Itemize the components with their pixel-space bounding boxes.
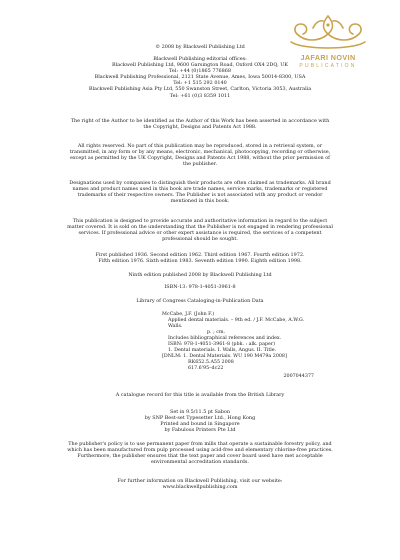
cip-author: McCabe, J.F. (John F.) (162, 312, 215, 317)
logo-name: JAFARI NOVIN (300, 53, 356, 62)
offices-heading: Blackwell Publishing editorial offices: (153, 56, 247, 62)
isbn-text: ISBN-13: 978-1-4051-3961-8 (164, 284, 236, 290)
cip-isbn: ISBN: 978-1-4051-3961-8 (pbk. : alk. paper) (168, 342, 276, 347)
cip-record (162, 312, 312, 360)
disclaimer-text: This publication is designed to provide accurate and authoritative information in regard to the subject matter covered. It is sold on the understanding that the Publisher is not engaged in rendering professional services. If professional advice or other expert assistance is required, the services of a competent professional should be sought. (67, 218, 333, 243)
cip-subjects: 1. Dental materials. I. Walls, Angus. II. Title. (168, 348, 277, 353)
cip-control-number (210, 374, 314, 380)
office-australia-tel: Tel: +61 (0)3 8359 1011 (169, 92, 231, 99)
moral-rights-text: The right of the Author to be identified as the Author of this Work has been asserted in accordance with the Copyright, Designs and Patents Act 1988. (70, 118, 330, 131)
disclaimer (30, 218, 370, 242)
cip-lc-class: RK652.5.A55 2008 (188, 360, 234, 365)
office-usa: Blackwell Publishing Professional, 2121 State Avenue, Ames, Iowa 50014-8300, USA (94, 74, 306, 81)
cip-classification (188, 360, 288, 372)
editions-text: First published 1936. Second edition 1962. Third edition 1967. Fourth edition 1972. Fifth edition 1976. Sixth edition 1983. Seventh edition 1990. Eighth edition 1998. (95, 252, 305, 265)
copyright-text: © 2008 by Blackwell Publishing Ltd (155, 44, 245, 50)
office-uk-tel: Tel: +44 (0)1865 776868 (168, 68, 232, 75)
typesetter: by SNP Best-set Typesetter Ltd., Hong Kong (144, 415, 256, 422)
further-info-text: For further information on Blackwell Publishing, visit our website: (117, 478, 283, 484)
typeset-font: Set in 9.5/11.5 pt Sabon (169, 409, 231, 415)
trademarks-notice (30, 180, 370, 204)
rights-reserved-text: All rights reserved. No part of this publication may be reproduced, stored in a retrieval system, or transmitted, in any form or by any means, electronic, mechanical, photocopying, recording or otherwise, except as permitted by the UK Copyright, Designs and Patents Act 1988, without the prior permission of the publisher. (69, 143, 331, 168)
cip-pagination: p. ; cm. (207, 330, 226, 335)
printer: by Fabulous Printers Pte Ltd (164, 427, 236, 434)
further-information (80, 478, 320, 490)
logo-subtitle: PUBLICATION (299, 63, 357, 69)
website-link[interactable]: www.blackwellpublishing.com (162, 484, 238, 491)
moral-rights (30, 118, 370, 130)
office-usa-tel: Tel: +1 515 292 0140 (173, 80, 227, 87)
cip-dewey: 617.6'95–dc22 (188, 366, 224, 371)
office-australia: Blackwell Publishing Asia Pty Ltd, 550 Swanston Street, Carlton, Victoria 3053, Australia (88, 86, 312, 93)
copyright-line (110, 44, 290, 50)
cip-bibliography: Includes bibliographical references and index. (168, 336, 282, 341)
edition-history (50, 252, 350, 264)
paper-policy-text: The publisher's policy is to use permanent paper from mills that operate a sustainable forestry policy, and which has been manufactured from pulp processed using acid-free and elementary chlorine-free practices. Furthermore, the publisher ensures that the text paper and cover board used have met acceptable environmental accreditation standards. (67, 441, 333, 466)
logo-emblem-icon (283, 12, 373, 52)
ninth-edition (70, 272, 330, 278)
british-library-text: A catalogue record for this title is available from the British Library (115, 392, 285, 398)
rights-reserved (30, 143, 370, 167)
cip-heading-text: Library of Congress Cataloging-in-Publication Data (136, 298, 264, 304)
typesetting-info (100, 409, 300, 433)
printed-in: Printed and bound in Singapore (160, 421, 240, 428)
cip-heading (80, 298, 320, 304)
paper-policy (30, 441, 370, 465)
editorial-offices (70, 56, 330, 99)
isbn-line (100, 284, 300, 290)
cip-dnlm: [DNLM: 1. Dental Materials. WU 190 M479a 2008] (162, 354, 287, 359)
ninth-edition-text: Ninth edition published 2008 by Blackwell Publishing Ltd (128, 272, 272, 278)
british-library (60, 392, 340, 398)
cip-title: Applied dental materials. – 9th ed. / J.F. McCabe, A.W.G. Walls. (168, 318, 305, 329)
trademarks-text: Designations used by companies to distinguish their products are often claimed as trademarks. All brand names and product names used in this book are trade names, service marks, trademarks or registered trademarks of their respective owners. The Publisher is not associated with any product or vendor mentioned in this book. (69, 180, 331, 205)
cip-number-text: 2007044377 (283, 374, 314, 379)
office-uk: Blackwell Publishing Ltd, 9600 Garsington Road, Oxford OX4 2DQ, UK (112, 62, 288, 69)
